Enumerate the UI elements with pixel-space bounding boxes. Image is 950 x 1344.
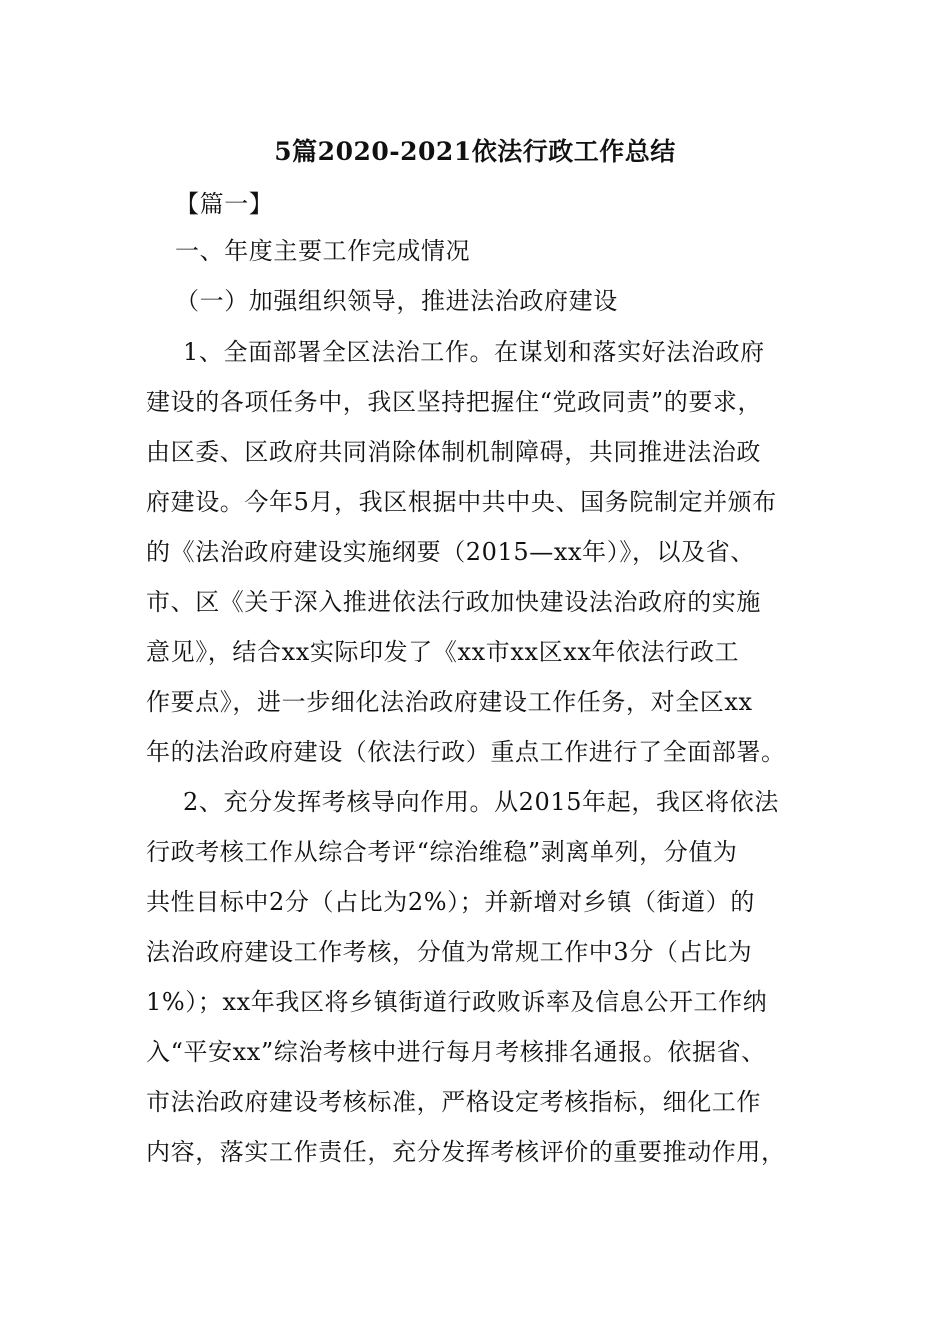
paragraph-line: 市法治政府建设考核标准，严格设定考核指标，细化工作 bbox=[146, 1088, 761, 1116]
paragraph-line: 法治政府建设工作考核，分值为常规工作中3分（占比为 bbox=[146, 938, 753, 966]
paragraph-line: 府建设。今年5月，我区根据中共中央、国务院制定并颁布 bbox=[146, 488, 777, 516]
paragraph-line: 市、区《关于深入推进依法行政加快建设法治政府的实施 bbox=[146, 588, 761, 616]
paragraph-line: 1、全面部署全区法治工作。在谋划和落实好法治政府 bbox=[183, 338, 765, 366]
paragraph-line: 年的法治政府建设（依法行政）重点工作进行了全面部署。 bbox=[146, 738, 786, 766]
paragraph-line: 2、充分发挥考核导向作用。从2015年起，我区将依法 bbox=[183, 788, 779, 816]
paragraph-line: 内容，落实工作责任，充分发挥考核评价的重要推动作用， bbox=[146, 1138, 786, 1166]
paragraph-line: 建设的各项任务中，我区坚持把握住“党政同责”的要求， bbox=[146, 388, 763, 416]
paragraph-line: 1%）；xx年我区将乡镇街道行政败诉率及信息公开工作纳 bbox=[146, 988, 768, 1016]
paragraph-line: 意见》，结合xx实际印发了《xx市xx区xx年依法行政工 bbox=[146, 638, 740, 666]
document-title: 5篇2020-2021依法行政工作总结 bbox=[274, 137, 676, 166]
paragraph-line: 入“平安xx”综治考核中进行每月考核排名通报。依据省、 bbox=[146, 1038, 766, 1066]
paragraph-line: 由区委、区政府共同消除体制机制障碍，共同推进法治政 bbox=[146, 438, 761, 466]
heading-level-2: （一）加强组织领导，推进法治政府建设 bbox=[175, 287, 618, 315]
paragraph-line: 共性目标中2分（占比为2%）；并新增对乡镇（街道）的 bbox=[146, 888, 755, 916]
section-label: 【篇一】 bbox=[175, 190, 274, 218]
paragraph-line: 行政考核工作从综合考评“综治维稳”剥离单列，分值为 bbox=[146, 838, 738, 866]
heading-level-1: 一、年度主要工作完成情况 bbox=[175, 237, 471, 265]
paragraph-line: 作要点》，进一步细化法治政府建设工作任务，对全区xx bbox=[146, 688, 753, 716]
paragraph-line: 的《法治政府建设实施纲要（2015—xx年）》，以及省、 bbox=[146, 538, 755, 566]
